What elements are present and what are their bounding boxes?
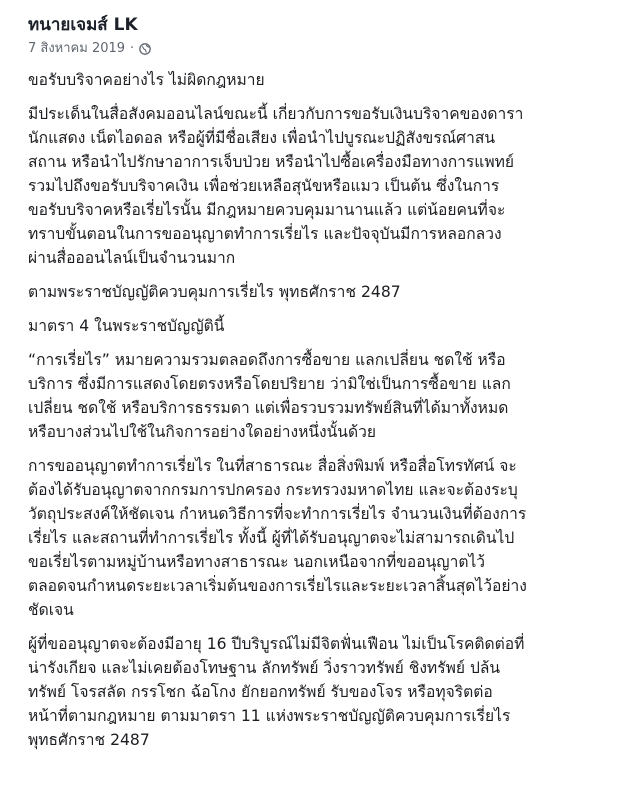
post-paragraph: มาตรา 4 ในพระราชบัญญัตินี้ xyxy=(28,317,225,335)
post-timestamp[interactable]: 7 สิงหาคม 2019 xyxy=(28,41,126,56)
post-paragraph: มีประเด็นในสื่อสังคมออนไลน์ขณะนี้ เกี่ยวกับการขอรับเงินบริจาคของดารา นักแสดง เน็ตไอดอล หรือผู้ที่มีชื่อเสียง เพื่อนำไปบูรณะปฏิสังขรณ์ศาสน สถาน หรือนำไปรักษาอาการเจ็บป่วย หรือนำไปซื้อเครื่องมือทางการแพทย์ รวมไปถึงขอรับบริจาคเงิน เพื่อช่วยเหลือสุนัขหรือแมว เป็นต้น ซึ่งในการ ขอรับบริจาคหรือเรี่ยไรนั้น มีกฎหมายควบคุมมานานแล้ว แต่น้อยคนที่จะ ทราบขั้นตอนในการขออนุญาตทำการเรี่ยไร และปัจจุบันมีการหลอกลวง ผ่านสื่อออนไลน์เป็นจำนวนมาก xyxy=(28,105,524,267)
meta-separator: · xyxy=(130,41,135,56)
post-meta xyxy=(28,40,618,58)
post-paragraph: “การเรี่ยไร” หมายความรวมตลอดถึงการซื้อขาย แลกเปลี่ยน ชดใช้ หรือ บริการ ซึ่งมีการแสดงโดยตรงหรือโดยปริยาย ว่ามิใช่เป็นการซื้อขาย แลก เปลี่ยน ชดใช้ หรือบริการธรรมดา แต่เพื่อรวบรวมทรัพย์สินที่ได้มาทั้งหมด หรือบางส่วนไปใช้ในกิจการอย่างใดอย่างหนึ่งนั้นด้วย xyxy=(28,351,511,441)
post-author-name[interactable]: ทนายเจมส์ LK xyxy=(28,15,138,35)
globe-icon[interactable] xyxy=(139,43,151,55)
post-paragraph: ตามพระราชบัญญัติควบคุมการเรี่ยไร พุทธศักราช 2487 xyxy=(28,283,401,301)
post-paragraph: ขอรับบริจาคอย่างไร ไม่ผิดกฎหมาย xyxy=(28,71,265,89)
post-body xyxy=(28,68,618,752)
post-paragraph: การขออนุญาตทำการเรี่ยไร ในที่สาธารณะ สื่อสิ่งพิมพ์ หรือสื่อโทรทัศน์ จะ ต้องได้รับอนุญาตจากกรมการปกครอง กระทรวงมหาดไทย และจะต้องระบุ วัตถุประสงค์ให้ชัดเจน กำหนดวิธีการที่จะทำการเรี่ยไร จำนวนเงินที่ต้องการ เรี่ยไร และสถานที่ทำการเรี่ยไร ทั้งนี้ ผู้ที่ได้รับอนุญาตจะไม่สามารถเดินไป ขอเรี่ยไรตามหมู่บ้านหรือทางสาธารณะ นอกเหนือจากที่ขออนุญาตไว้ ตลอดจนกำหนดระยะเวลาเริ่มต้นของการเรี่ยไรและระยะเวลาสิ้นสุดไว้อย่าง ชัดเจน xyxy=(28,457,527,619)
post-paragraph: ผู้ที่ขออนุญาตจะต้องมีอายุ 16 ปีบริบูรณ์ไม่มีจิตฟั่นเฟือน ไม่เป็นโรคติดต่อที่ น่ารังเกียจ และไม่เคยต้องโทษฐาน ลักทรัพย์ วิ่งราวทรัพย์ ชิงทรัพย์ ปล้น ทรัพย์ โจรสลัด กรรโชก ฉ้อโกง ยักยอกทรัพย์ รับของโจร หรือทุจริตต่อ หน้าที่ตามกฎหมาย ตามมาตรา 11 แห่งพระราชบัญญัติควบคุมการเรี่ยไร พุทธศักราช 2487 xyxy=(28,635,525,749)
